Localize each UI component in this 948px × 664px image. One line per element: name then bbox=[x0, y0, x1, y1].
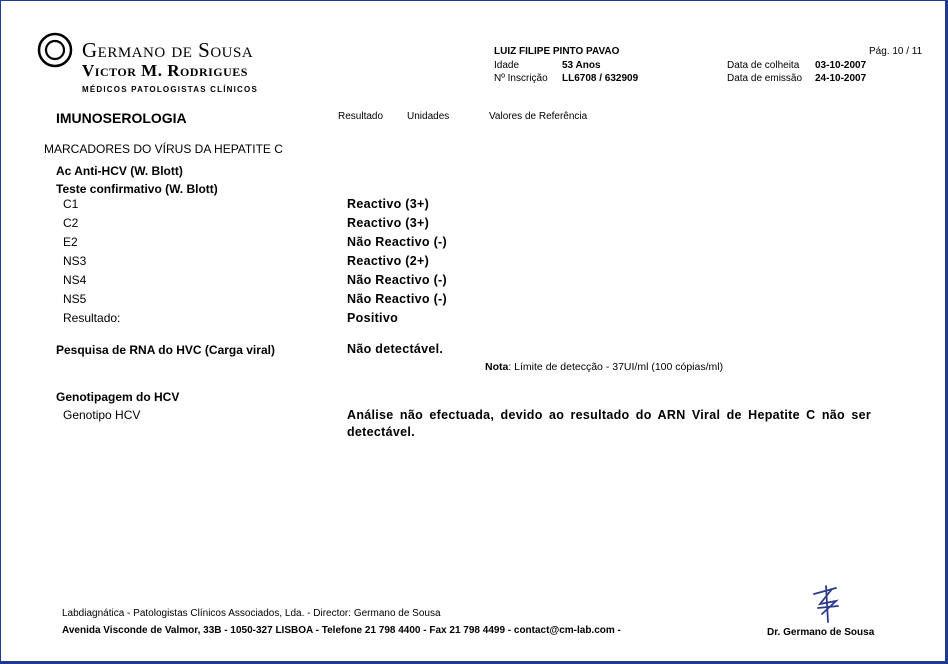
marker-result-c1: Reactivo (3+) bbox=[347, 197, 430, 211]
marker-result-c2: Reactivo (3+) bbox=[347, 216, 430, 230]
inscription-label: Nº Inscrição bbox=[494, 73, 548, 84]
collection-label: Data de colheita bbox=[727, 60, 800, 71]
patient-name: LUIZ FILIPE PINTO PAVAO bbox=[494, 46, 620, 57]
confirm-label: Teste confirmativo (W. Blott) bbox=[56, 182, 218, 196]
column-units: Unidades bbox=[407, 111, 450, 122]
emission-label: Data de emissão bbox=[727, 73, 803, 84]
footer-company: Labdiagnática - Patologistas Clínicos Associados, Lda. - Director: Germano de Sousa bbox=[62, 608, 441, 619]
marker-label-c1: C1 bbox=[63, 197, 79, 211]
marker-label-e2: E2 bbox=[63, 235, 78, 249]
footer-address: Avenida Visconde de Valmor, 33B - 1050-327 LISBOA - Telefone 21 798 4400 - Fax 21 798 4499 - contact@cm-lab.com - bbox=[62, 625, 621, 636]
genotype-title: Genotipagem do HCV bbox=[56, 390, 180, 404]
marker-result-overall: Positivo bbox=[347, 311, 399, 325]
signatory-name: Dr. Germano de Sousa bbox=[767, 627, 875, 638]
rna-note-label: Nota bbox=[485, 361, 509, 373]
collection-date: 03-10-2007 bbox=[815, 60, 867, 71]
page-number: Pág. 10 / 11 bbox=[869, 46, 923, 57]
rna-result: Não detectável. bbox=[347, 342, 444, 356]
rna-note-text: : Límite de detecção - 37UI/ml (100 cópias/ml) bbox=[508, 361, 724, 373]
rna-label: Pesquisa de RNA do HVC (Carga viral) bbox=[56, 343, 275, 357]
genotype-result: Análise não efectuada, devido ao resultado do ARN Viral de Hepatite C não ser detectável. bbox=[347, 408, 871, 439]
marker-label-ns4: NS4 bbox=[63, 273, 87, 287]
marker-result-ns3: Reactivo (2+) bbox=[347, 254, 430, 268]
genotype-label: Genotipo HCV bbox=[63, 408, 141, 422]
marker-result-e2: Não Reactivo (-) bbox=[347, 235, 447, 249]
brand-line-2: Victor M. Rodrigues bbox=[82, 61, 248, 80]
emission-date: 24-10-2007 bbox=[815, 73, 867, 84]
rna-note bbox=[485, 361, 723, 373]
marker-label-ns3: NS3 bbox=[63, 254, 87, 268]
test-name: Ac Anti-HCV (W. Blott) bbox=[56, 164, 183, 178]
markers-title: MARCADORES DO VÍRUS DA HEPATITE C bbox=[44, 142, 283, 156]
signature-icon bbox=[806, 584, 848, 624]
marker-result-ns4: Não Reactivo (-) bbox=[347, 273, 447, 287]
column-reference: Valores de Referência bbox=[489, 111, 588, 122]
brand-line-1: Germano de Sousa bbox=[82, 38, 254, 62]
marker-label-ns5: NS5 bbox=[63, 292, 87, 306]
age-value: 53 Anos bbox=[562, 60, 601, 71]
lab-logo-icon bbox=[37, 32, 73, 68]
brand-tagline: MÉDICOS PATOLOGISTAS CLÍNICOS bbox=[82, 85, 258, 94]
section-title: IMUNOSEROLOGIA bbox=[56, 110, 187, 126]
inscription-value: LL6708 / 632909 bbox=[562, 73, 639, 84]
marker-result-ns5: Não Reactivo (-) bbox=[347, 292, 447, 306]
column-result: Resultado bbox=[338, 111, 384, 122]
age-label: Idade bbox=[494, 60, 520, 71]
marker-label-c2: C2 bbox=[63, 216, 79, 230]
marker-label-result: Resultado: bbox=[63, 311, 121, 325]
